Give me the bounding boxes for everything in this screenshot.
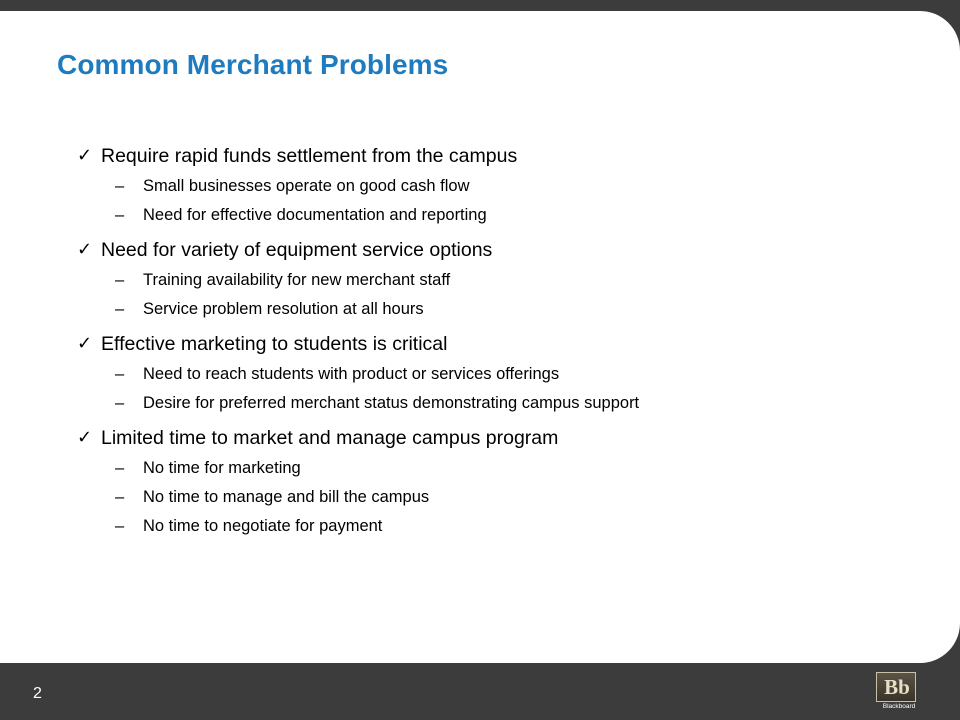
dash-icon: –	[115, 488, 125, 506]
sub-bullet-text: No time to manage and bill the campus	[143, 488, 430, 506]
blackboard-logo	[872, 669, 926, 713]
bullet-item	[0, 418, 900, 454]
sub-bullet-text: No time to negotiate for payment	[143, 517, 383, 535]
bullet-text: Effective marketing to students is critical	[101, 333, 448, 355]
bullet-text: Require rapid funds settlement from the campus	[101, 145, 518, 167]
sub-bullet-item	[0, 172, 900, 201]
dash-icon: –	[115, 177, 125, 195]
checkmark-icon: ✓	[77, 333, 93, 354]
sub-bullet-item	[0, 512, 900, 541]
sub-bullet-item	[0, 454, 900, 483]
dash-icon: –	[115, 365, 125, 383]
sub-bullet-item	[0, 389, 900, 418]
sub-bullet-text: No time for marketing	[143, 459, 301, 477]
bullet-group	[0, 230, 900, 324]
dash-icon: –	[115, 459, 125, 477]
bullet-text: Limited time to market and manage campus program	[101, 427, 559, 449]
logo-mark	[876, 672, 916, 702]
bullet-item	[0, 324, 900, 360]
slide-title: Common Merchant Problems	[57, 49, 449, 80]
sub-bullet-text: Need to reach students with product or services offerings	[143, 365, 560, 383]
checkmark-icon: ✓	[77, 427, 93, 448]
sub-bullet-item	[0, 295, 900, 324]
dash-icon: –	[115, 271, 125, 289]
logo-glyph: Bb	[884, 675, 910, 699]
sub-bullet-item	[0, 266, 900, 295]
dash-icon: –	[115, 517, 125, 535]
slide-panel	[0, 11, 960, 663]
sub-bullet-text: Service problem resolution at all hours	[143, 300, 424, 318]
checkmark-icon: ✓	[77, 239, 93, 260]
sub-bullet-text: Small businesses operate on good cash flow	[143, 177, 470, 195]
dash-icon: –	[115, 394, 125, 412]
sub-bullet-text: Desire for preferred merchant status demonstrating campus support	[143, 394, 640, 412]
sub-bullet-text: Need for effective documentation and reporting	[143, 206, 487, 224]
checkmark-icon: ✓	[77, 145, 93, 166]
bullet-group	[0, 418, 900, 541]
bullet-item	[0, 136, 900, 172]
sub-bullet-item	[0, 360, 900, 389]
page-number: 2	[33, 685, 42, 702]
bullet-text: Need for variety of equipment service options	[101, 239, 493, 261]
dash-icon: –	[115, 206, 125, 224]
bullet-group	[0, 136, 900, 230]
logo-wordmark: Blackboard	[882, 703, 916, 710]
sub-bullet-text: Training availability for new merchant staff	[143, 271, 451, 289]
bullet-item	[0, 230, 900, 266]
sub-bullet-item	[0, 483, 900, 512]
bullet-group	[0, 324, 900, 418]
bullet-list	[0, 136, 900, 541]
sub-bullet-item	[0, 201, 900, 230]
dash-icon: –	[115, 300, 125, 318]
